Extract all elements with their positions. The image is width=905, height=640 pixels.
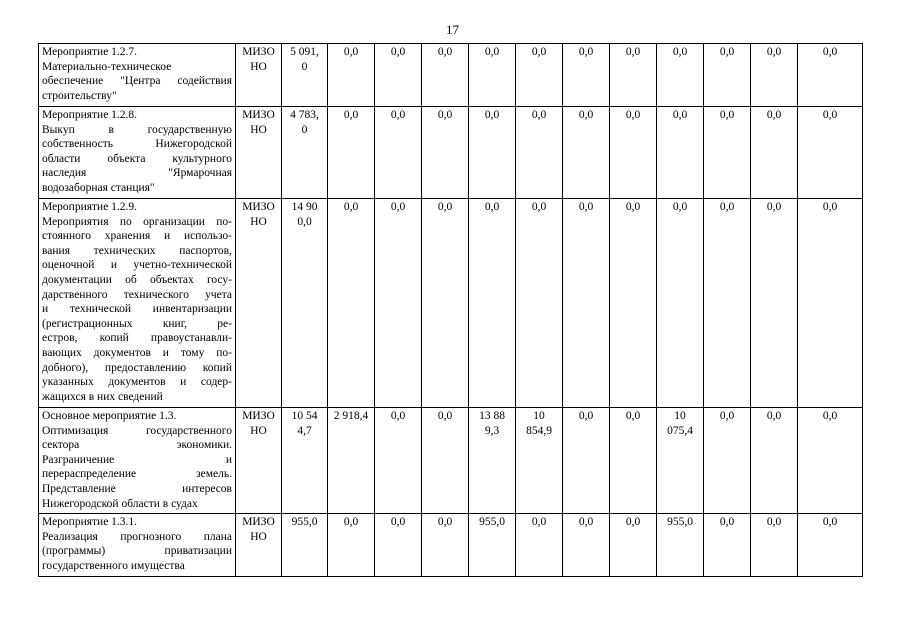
executor-line: НО [250,424,267,437]
value-cell [375,408,422,514]
value-cell [657,44,704,107]
value-text: 0,0 [625,109,641,121]
value-cell [469,107,516,199]
activity-name-line: дарственного технического учета [42,288,232,301]
value-text: 0,0 [822,46,838,58]
table-body [39,44,863,577]
value-text: 0,0 [625,410,641,422]
value-text: 0,0 [578,109,594,121]
value-text: 0,0 [766,410,782,422]
value-text: 0,0 [822,410,838,422]
activity-name-line: Мероприятие 1.2.8. [42,109,138,121]
activity-name-cell [39,199,236,408]
value-cell [798,199,863,408]
value-text: 13 88 [479,410,505,422]
value-cell [422,107,469,199]
value-cell [563,107,610,199]
executor-cell [236,514,282,576]
value-cell [469,408,516,514]
activity-name-line: сектора экономики. [42,439,232,452]
value-text: 0,0 [766,46,782,58]
value-cell [798,44,863,107]
executor-line: МИЗО [242,46,275,58]
value-cell [751,199,798,408]
executor-line: НО [250,530,267,543]
activity-name-line: Основное мероприятие 1.3. [42,410,177,422]
value-cell [751,107,798,199]
activity-name-line: обеспечение "Центра содействия [42,75,232,88]
activity-name-line: указанных документов и содер- [42,376,232,389]
executor-line: НО [250,60,267,73]
value-cell [375,199,422,408]
activity-name-line: вания технических паспортов, [42,244,232,257]
value-cell [751,514,798,576]
value-text: 0,0 [437,516,453,529]
value-cell [422,199,469,408]
table-row [39,44,863,107]
value-cell [563,408,610,514]
executor-cell [236,199,282,408]
value-cell [704,44,751,107]
value-text: 0,0 [343,516,359,529]
activity-name-line: Материально-техническое [42,60,172,73]
activity-name-line: Разграничение и [42,453,232,466]
value-text: 0,0 [578,516,594,529]
value-text: 0,0 [822,109,838,121]
value-text: 0,0 [390,46,406,58]
activity-name-cell [39,44,236,107]
executor-line: НО [250,123,267,136]
activity-name-line: оценочной и учетно-технической [42,259,232,272]
value-text: 854,9 [526,424,552,437]
value-cell [422,44,469,107]
value-text: 0,0 [437,109,453,121]
executor-cell [236,44,282,107]
executor-cell [236,107,282,199]
value-cell [563,44,610,107]
executor-line: НО [250,215,267,228]
activity-name-line: жащихся в них сведений [42,390,163,403]
value-text: 0,0 [437,46,453,58]
value-cell [704,408,751,514]
value-cell [375,107,422,199]
value-cell [798,514,863,576]
value-cell [375,514,422,576]
activity-name-line: Мероприятие 1.2.7. [42,46,138,58]
table-row [39,408,863,514]
value-text: 955,0 [291,516,318,529]
value-text: 0,0 [484,201,500,213]
activity-name-cell [39,408,236,514]
value-cell [282,514,328,576]
executor-line: МИЗО [242,201,275,213]
value-cell [516,199,563,408]
value-text: 955,0 [479,516,505,529]
table-row [39,199,863,408]
value-cell [328,199,375,408]
value-cell [328,44,375,107]
value-cell [328,107,375,199]
value-text: 0,0 [437,201,453,213]
value-cell [657,199,704,408]
value-text: 0,0 [766,516,782,529]
value-text: 14 90 [291,201,318,213]
value-text: 0,0 [578,410,594,422]
activity-name-line: перераспределение земель. [42,468,232,481]
value-text: 0,0 [672,201,688,213]
value-cell [282,199,328,408]
activity-name-line: Мероприятия по организации по- [42,215,232,228]
activity-name-line: (программы) приватизации [42,545,232,558]
value-text: 5 091, [290,46,319,58]
value-cell [657,408,704,514]
activity-name-line: Выкуп в государственную [42,123,232,136]
activity-name-line: Мероприятие 1.3.1. [42,516,138,529]
value-text: 0,0 [531,46,547,58]
activity-name-line: строительству" [42,89,117,102]
value-text: 0,0 [343,46,359,58]
value-cell [516,514,563,576]
value-text: 0,0 [297,215,312,228]
value-cell [704,514,751,576]
value-cell [610,514,657,576]
activity-name-line: Представление интересов [42,482,232,495]
activity-name-line: наследия "Ярмарочная [42,167,232,180]
page-number: 17 [446,22,459,37]
value-text: 0,0 [766,109,782,121]
value-cell [563,199,610,408]
activity-name-line: стоянного хранения и использо- [42,230,232,243]
activity-name-line: добного), предоставлению копий [42,361,232,374]
value-text: 0,0 [719,109,735,121]
value-text: 0,0 [672,46,688,58]
activity-name-line: государственного имущества [42,559,185,572]
table-row [39,107,863,199]
activity-name-line: Нижегородской области в судах [42,497,198,510]
value-text: 0,0 [390,109,406,121]
value-text: 0,0 [822,516,838,529]
value-text: 0,0 [390,201,406,213]
value-text: 2 918,4 [333,410,369,422]
value-text: 10 54 [291,410,318,422]
value-cell [704,199,751,408]
activity-name-line: документации об объектах госу- [42,273,232,286]
activity-name-line: области объекта культурного [42,152,232,165]
value-cell [469,44,516,107]
value-cell [798,408,863,514]
activity-name-line: Оптимизация государственного [42,424,232,437]
table-row [39,514,863,576]
activity-name-cell [39,107,236,199]
value-text: 4,7 [297,424,312,437]
executor-line: МИЗО [242,109,275,121]
value-cell [516,107,563,199]
value-cell [610,44,657,107]
activity-name-line: Мероприятие 1.2.9. [42,201,138,213]
value-text: 10 [674,410,686,422]
value-cell [657,107,704,199]
value-cell [751,408,798,514]
value-text: 0,0 [390,410,406,422]
value-text: 075,4 [667,424,693,437]
value-text: 0,0 [719,410,735,422]
executor-cell [236,408,282,514]
budget-table [38,43,863,577]
value-text: 0,0 [625,201,641,213]
activity-name-line: собственность Нижегородской [42,138,232,151]
value-cell [657,514,704,576]
value-cell [422,514,469,576]
value-text: 0,0 [822,201,838,213]
value-cell [704,107,751,199]
value-text: 10 [533,410,545,422]
value-cell [282,408,328,514]
value-text: 0,0 [625,516,641,529]
value-text: 4 783, [290,109,319,121]
value-text: 955,0 [667,516,693,529]
value-text: 0,0 [531,516,547,529]
value-cell [798,107,863,199]
activity-name-cell [39,514,236,576]
activity-name-line: Реализация прогнозного плана [42,530,232,543]
value-text: 0,0 [719,46,735,58]
activity-name-line: вающих документов и тому по- [42,346,232,359]
activity-name-line: водозаборная станция" [42,181,155,194]
value-text: 0,0 [719,516,735,529]
value-text: 0 [301,123,308,136]
value-text: 0,0 [719,201,735,213]
value-text: 0,0 [531,201,547,213]
value-cell [751,44,798,107]
value-text: 0,0 [672,109,688,121]
value-cell [282,44,328,107]
value-text: 0,0 [625,46,641,58]
value-cell [516,408,563,514]
value-cell [516,44,563,107]
value-cell [563,514,610,576]
value-text: 0,0 [531,109,547,121]
value-cell [610,199,657,408]
value-text: 0,0 [578,46,594,58]
value-text: 0,0 [578,201,594,213]
value-cell [469,514,516,576]
value-text: 0,0 [343,201,359,213]
value-text: 0,0 [437,410,453,422]
value-text: 0,0 [484,109,500,121]
activity-name-line: и технической инвентаризации [42,303,232,316]
activity-name-line: естров, копий правоустанавли- [42,332,232,345]
executor-line: МИЗО [242,516,275,529]
value-text: 0,0 [390,516,406,529]
value-cell [328,408,375,514]
value-cell [282,107,328,199]
value-text: 9,3 [484,424,500,437]
value-cell [422,408,469,514]
executor-line: МИЗО [242,410,275,422]
value-text: 0,0 [484,46,500,58]
value-cell [328,514,375,576]
value-text: 0,0 [766,201,782,213]
value-text: 0,0 [343,109,359,121]
value-cell [469,199,516,408]
value-cell [610,107,657,199]
activity-name-line: (регистрационных книг, ре- [42,317,232,330]
value-cell [375,44,422,107]
value-cell [610,408,657,514]
value-text: 0 [301,60,308,73]
